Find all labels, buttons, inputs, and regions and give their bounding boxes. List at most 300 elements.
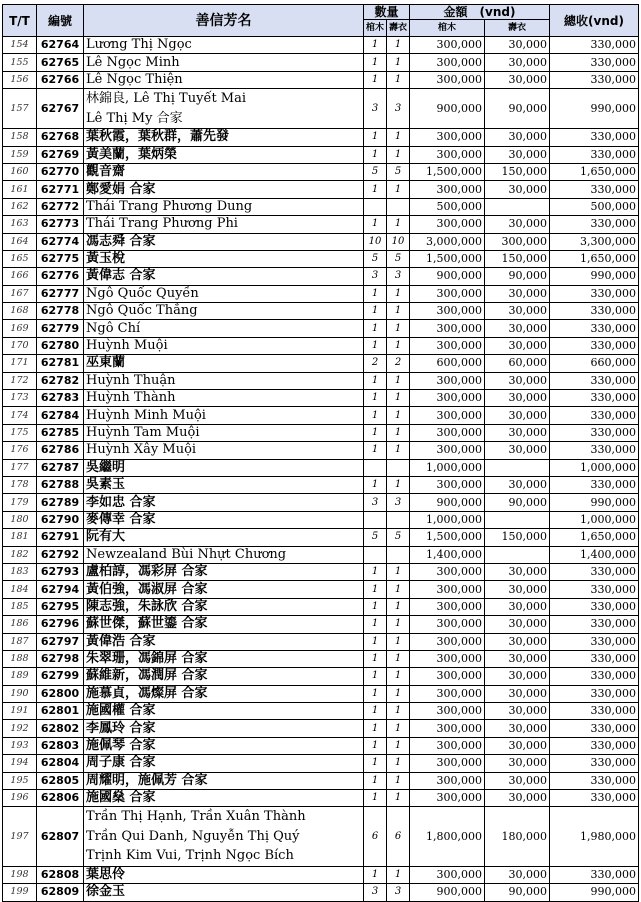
- table-row: [3, 233, 639, 250]
- row-total: 1,000,000: [550, 459, 639, 476]
- row-number: 198: [3, 866, 37, 883]
- qty-coffin: 1: [364, 285, 387, 302]
- donor-name-line: Huỳnh Thành: [86, 390, 176, 406]
- row-total: 990,000: [550, 89, 639, 129]
- donor-name-line: Trịnh Kim Vui, Trịnh Ngọc Bích: [86, 848, 294, 864]
- table-row: [3, 442, 639, 459]
- amount-shroud: 30,000: [485, 303, 550, 320]
- table-row: [3, 372, 639, 389]
- amount-shroud: 30,000: [485, 146, 550, 163]
- amount-shroud: 30,000: [485, 181, 550, 198]
- row-total: 330,000: [550, 337, 639, 354]
- qty-shroud: 6: [387, 807, 410, 867]
- donor-name: [84, 772, 364, 789]
- row-number: 173: [3, 390, 37, 407]
- donation-table: [2, 4, 639, 902]
- donor-code: 62801: [37, 703, 84, 720]
- row-total: 1,650,000: [550, 163, 639, 180]
- donor-name: [84, 390, 364, 407]
- amount-coffin: 300,000: [410, 146, 485, 163]
- donor-name: [84, 285, 364, 302]
- qty-shroud: 1: [387, 685, 410, 702]
- amount-shroud: 60,000: [485, 355, 550, 372]
- amount-coffin: 300,000: [410, 633, 485, 650]
- qty-coffin: [364, 546, 387, 563]
- row-total: 330,000: [550, 685, 639, 702]
- donor-code: 62771: [37, 181, 84, 198]
- qty-coffin: 3: [364, 494, 387, 511]
- amount-coffin: 1,500,000: [410, 250, 485, 267]
- amount-coffin: 300,000: [410, 790, 485, 807]
- qty-coffin: 1: [364, 71, 387, 88]
- row-number: 181: [3, 529, 37, 546]
- header-tt: T/T: [3, 5, 37, 37]
- row-total: 330,000: [550, 563, 639, 580]
- row-number: 194: [3, 755, 37, 772]
- row-number: 163: [3, 216, 37, 233]
- donor-code: 62806: [37, 790, 84, 807]
- donor-name-line: Lê Ngọc Minh: [86, 54, 180, 70]
- donor-name-line: 黃偉浩 合家: [86, 633, 156, 649]
- amount-shroud: 30,000: [485, 790, 550, 807]
- row-number: 172: [3, 372, 37, 389]
- donor-code: 62770: [37, 163, 84, 180]
- qty-coffin: 6: [364, 807, 387, 867]
- donor-name: [84, 650, 364, 667]
- amount-coffin: 300,000: [410, 598, 485, 615]
- qty-shroud: 1: [387, 181, 410, 198]
- qty-shroud: 1: [387, 476, 410, 493]
- row-number: 190: [3, 685, 37, 702]
- donor-name: [84, 703, 364, 720]
- donor-name: [84, 866, 364, 883]
- row-number: 186: [3, 616, 37, 633]
- qty-shroud: [387, 198, 410, 215]
- qty-shroud: 1: [387, 755, 410, 772]
- donor-code: 62805: [37, 772, 84, 789]
- qty-shroud: 1: [387, 129, 410, 146]
- row-number: 154: [3, 37, 37, 54]
- amount-coffin: 1,500,000: [410, 163, 485, 180]
- row-total: 1,400,000: [550, 546, 639, 563]
- table-row: [3, 772, 639, 789]
- qty-coffin: 5: [364, 250, 387, 267]
- table-row: [3, 511, 639, 528]
- amount-coffin: 300,000: [410, 476, 485, 493]
- row-number: 162: [3, 198, 37, 215]
- amount-coffin: 500,000: [410, 198, 485, 215]
- qty-coffin: 1: [364, 54, 387, 71]
- donor-name-line: Huỳnh Muội: [86, 338, 168, 354]
- row-total: 330,000: [550, 285, 639, 302]
- donor-name-line: 吳繼明: [86, 459, 126, 475]
- donor-name-line: Newzealand Bùi Nhựt Chương: [86, 546, 287, 562]
- donor-code: 62787: [37, 459, 84, 476]
- amount-shroud: 30,000: [485, 563, 550, 580]
- amount-shroud: 30,000: [485, 668, 550, 685]
- amount-coffin: 300,000: [410, 685, 485, 702]
- donor-code: 62794: [37, 581, 84, 598]
- row-total: 1,980,000: [550, 807, 639, 867]
- donor-name: [84, 233, 364, 250]
- row-number: 177: [3, 459, 37, 476]
- table-row: [3, 546, 639, 563]
- row-total: 3,300,000: [550, 233, 639, 250]
- donor-name: [84, 529, 364, 546]
- donor-code: 62793: [37, 563, 84, 580]
- row-total: 330,000: [550, 372, 639, 389]
- table-row: [3, 181, 639, 198]
- qty-shroud: 1: [387, 37, 410, 54]
- qty-coffin: 1: [364, 703, 387, 720]
- donor-code: 62788: [37, 476, 84, 493]
- donor-code: 62783: [37, 390, 84, 407]
- donor-code: 62768: [37, 129, 84, 146]
- row-number: 167: [3, 285, 37, 302]
- qty-shroud: 1: [387, 616, 410, 633]
- qty-coffin: 1: [364, 737, 387, 754]
- row-total: 330,000: [550, 720, 639, 737]
- row-number: 161: [3, 181, 37, 198]
- amount-shroud: 30,000: [485, 737, 550, 754]
- amount-shroud: 30,000: [485, 866, 550, 883]
- qty-coffin: 3: [364, 89, 387, 129]
- qty-shroud: 5: [387, 250, 410, 267]
- donor-name-line: 盧柏諄，馮彩屏 合家: [86, 564, 208, 580]
- qty-coffin: 1: [364, 668, 387, 685]
- row-number: 156: [3, 71, 37, 88]
- table-row: [3, 268, 639, 285]
- amount-shroud: 30,000: [485, 216, 550, 233]
- qty-shroud: 1: [387, 772, 410, 789]
- row-number: 195: [3, 772, 37, 789]
- qty-shroud: 5: [387, 529, 410, 546]
- donor-name-line: 施國燊 合家: [86, 790, 156, 806]
- table-row: [3, 529, 639, 546]
- donor-name-line: 鄭愛娟 合家: [86, 181, 156, 197]
- amount-shroud: [485, 511, 550, 528]
- donor-code: 62780: [37, 337, 84, 354]
- donor-name-line: 觀音齋: [86, 164, 126, 180]
- qty-shroud: 1: [387, 598, 410, 615]
- qty-shroud: [387, 511, 410, 528]
- amount-shroud: 30,000: [485, 755, 550, 772]
- table-row: [3, 668, 639, 685]
- qty-coffin: 1: [364, 146, 387, 163]
- donor-code: 62779: [37, 320, 84, 337]
- donor-name: [84, 563, 364, 580]
- qty-shroud: 1: [387, 581, 410, 598]
- donor-name-line: 馮志舜 合家: [86, 233, 156, 249]
- row-total: 500,000: [550, 198, 639, 215]
- table-row: [3, 285, 639, 302]
- amount-coffin: 300,000: [410, 54, 485, 71]
- amount-coffin: 300,000: [410, 285, 485, 302]
- table-row: [3, 303, 639, 320]
- row-number: 168: [3, 303, 37, 320]
- subheader-amount-coffin: 棺木: [410, 20, 485, 37]
- qty-coffin: 1: [364, 866, 387, 883]
- row-number: 165: [3, 250, 37, 267]
- donor-name: [84, 807, 364, 867]
- qty-coffin: 1: [364, 303, 387, 320]
- qty-coffin: 1: [364, 320, 387, 337]
- qty-shroud: 1: [387, 633, 410, 650]
- donor-name: [84, 755, 364, 772]
- amount-shroud: 90,000: [485, 268, 550, 285]
- donor-code: 62777: [37, 285, 84, 302]
- donor-name: [84, 424, 364, 441]
- row-number: 184: [3, 581, 37, 598]
- qty-shroud: 1: [387, 71, 410, 88]
- donor-code: 62807: [37, 807, 84, 867]
- donor-name: [84, 268, 364, 285]
- amount-coffin: 300,000: [410, 563, 485, 580]
- amount-coffin: 3,000,000: [410, 233, 485, 250]
- amount-shroud: [485, 459, 550, 476]
- amount-shroud: 90,000: [485, 89, 550, 129]
- qty-coffin: 1: [364, 598, 387, 615]
- table-row: [3, 633, 639, 650]
- donor-code: 62796: [37, 616, 84, 633]
- donor-name: [84, 129, 364, 146]
- table-row: [3, 390, 639, 407]
- donor-name: [84, 459, 364, 476]
- row-total: 330,000: [550, 37, 639, 54]
- qty-coffin: 1: [364, 755, 387, 772]
- qty-coffin: 3: [364, 884, 387, 901]
- donor-name-line: 施慕貞，馮燦屏 合家: [86, 685, 208, 701]
- donor-name-line: Huỳnh Tam Muội: [86, 425, 200, 440]
- row-number: 188: [3, 650, 37, 667]
- qty-shroud: 2: [387, 355, 410, 372]
- row-number: 170: [3, 337, 37, 354]
- donor-name-line: 黃美蘭，葉炳榮: [86, 146, 178, 162]
- amount-coffin: 300,000: [410, 703, 485, 720]
- amount-coffin: 300,000: [410, 216, 485, 233]
- row-total: 330,000: [550, 866, 639, 883]
- qty-coffin: 3: [364, 268, 387, 285]
- donor-name: [84, 89, 364, 129]
- donor-name: [84, 616, 364, 633]
- qty-shroud: 1: [387, 424, 410, 441]
- qty-shroud: 1: [387, 442, 410, 459]
- table-row: [3, 650, 639, 667]
- donor-name-line: 朱翠珊，馮錦屏 合家: [86, 651, 208, 667]
- amount-shroud: 150,000: [485, 163, 550, 180]
- row-total: 330,000: [550, 650, 639, 667]
- donor-name-line: Trần Thị Hạnh, Trần Xuân Thành: [86, 809, 306, 825]
- header-quantity: 數量: [364, 5, 410, 20]
- amount-shroud: 30,000: [485, 37, 550, 54]
- row-number: 174: [3, 407, 37, 424]
- row-number: 155: [3, 54, 37, 71]
- donor-name-line: 林錦良, Lê Thị Tuyết Mai: [86, 91, 247, 107]
- qty-shroud: [387, 459, 410, 476]
- amount-coffin: 900,000: [410, 494, 485, 511]
- row-total: 660,000: [550, 355, 639, 372]
- donor-code: 62784: [37, 407, 84, 424]
- row-total: 330,000: [550, 129, 639, 146]
- qty-coffin: 1: [364, 633, 387, 650]
- table-row: [3, 884, 639, 901]
- donor-name-line: 蘇維新，馮潤屏 合家: [86, 668, 208, 684]
- qty-coffin: 1: [364, 650, 387, 667]
- row-total: 330,000: [550, 772, 639, 789]
- row-number: 166: [3, 268, 37, 285]
- amount-shroud: 30,000: [485, 320, 550, 337]
- header-total: 總收(vnd): [550, 5, 639, 37]
- donor-name-line: Huỳnh Minh Muội: [86, 407, 206, 423]
- donor-name-line: Ngô Chí: [86, 320, 141, 336]
- row-number: 164: [3, 233, 37, 250]
- table-row: [3, 703, 639, 720]
- donor-name-line: 葉秋霞，葉秋群，蕭先發: [86, 129, 230, 145]
- donor-name: [84, 494, 364, 511]
- donor-name-line: 黃偉志 合家: [86, 268, 156, 284]
- table-row: [3, 198, 639, 215]
- donor-name-line: 周耀明，施佩芳 合家: [86, 772, 208, 788]
- donor-name: [84, 320, 364, 337]
- amount-shroud: 30,000: [485, 616, 550, 633]
- row-total: 330,000: [550, 303, 639, 320]
- amount-coffin: 300,000: [410, 866, 485, 883]
- row-total: 330,000: [550, 616, 639, 633]
- row-total: 330,000: [550, 755, 639, 772]
- amount-coffin: 300,000: [410, 407, 485, 424]
- donor-code: 62765: [37, 54, 84, 71]
- donor-code: 62797: [37, 633, 84, 650]
- donor-name-line: Huỳnh Xây Muội: [86, 442, 197, 458]
- row-number: 193: [3, 737, 37, 754]
- row-number: 158: [3, 129, 37, 146]
- qty-coffin: 1: [364, 372, 387, 389]
- row-total: 330,000: [550, 668, 639, 685]
- donor-code: 62772: [37, 198, 84, 215]
- table-row: [3, 320, 639, 337]
- donor-name: [84, 407, 364, 424]
- row-number: 157: [3, 89, 37, 129]
- table-row: [3, 250, 639, 267]
- row-number: 187: [3, 633, 37, 650]
- row-number: 185: [3, 598, 37, 615]
- donor-name: [84, 668, 364, 685]
- donor-name-line: Lương Thị Ngọc: [86, 37, 192, 53]
- qty-coffin: 10: [364, 233, 387, 250]
- row-number: 160: [3, 163, 37, 180]
- row-number: 197: [3, 807, 37, 867]
- donor-name-line: 周子康 合家: [86, 755, 156, 771]
- qty-shroud: 1: [387, 866, 410, 883]
- donor-name: [84, 633, 364, 650]
- donor-name-line: Lê Ngọc Thiện: [86, 71, 183, 87]
- qty-shroud: 3: [387, 89, 410, 129]
- row-number: 179: [3, 494, 37, 511]
- qty-shroud: 1: [387, 790, 410, 807]
- qty-coffin: 1: [364, 181, 387, 198]
- donor-code: 62799: [37, 668, 84, 685]
- amount-shroud: 30,000: [485, 685, 550, 702]
- row-total: 330,000: [550, 407, 639, 424]
- donor-name: [84, 181, 364, 198]
- table-row: [3, 407, 639, 424]
- donor-code: 62804: [37, 755, 84, 772]
- qty-shroud: 1: [387, 563, 410, 580]
- donor-name-line: 施國權 合家: [86, 703, 156, 719]
- donor-code: 62764: [37, 37, 84, 54]
- amount-shroud: 30,000: [485, 337, 550, 354]
- table-row: [3, 866, 639, 883]
- donor-code: 62769: [37, 146, 84, 163]
- amount-coffin: 300,000: [410, 650, 485, 667]
- amount-shroud: 30,000: [485, 442, 550, 459]
- donor-name-line: 麥傳幸 合家: [86, 511, 156, 527]
- donor-code: 62798: [37, 650, 84, 667]
- amount-coffin: 300,000: [410, 337, 485, 354]
- table-row: [3, 216, 639, 233]
- qty-shroud: 3: [387, 884, 410, 901]
- qty-coffin: 1: [364, 720, 387, 737]
- qty-coffin: 1: [364, 581, 387, 598]
- table-row: [3, 807, 639, 867]
- donor-name-line: Thái Trang Phương Phi: [86, 216, 238, 232]
- qty-coffin: [364, 511, 387, 528]
- qty-shroud: 1: [387, 372, 410, 389]
- row-total: 1,000,000: [550, 511, 639, 528]
- qty-shroud: 1: [387, 285, 410, 302]
- table-row: [3, 129, 639, 146]
- amount-coffin: 600,000: [410, 355, 485, 372]
- donor-name-line: 黃伯強，馮淑屏 合家: [86, 581, 208, 597]
- donor-name-line: 施佩琴 合家: [86, 738, 156, 754]
- amount-coffin: 300,000: [410, 581, 485, 598]
- donor-code: 62774: [37, 233, 84, 250]
- amount-shroud: 150,000: [485, 529, 550, 546]
- amount-coffin: 900,000: [410, 89, 485, 129]
- amount-coffin: 300,000: [410, 668, 485, 685]
- donor-name: [84, 581, 364, 598]
- row-number: 191: [3, 703, 37, 720]
- row-number: 178: [3, 476, 37, 493]
- amount-coffin: 300,000: [410, 737, 485, 754]
- qty-coffin: [364, 459, 387, 476]
- donor-name: [84, 790, 364, 807]
- donor-code: 62791: [37, 529, 84, 546]
- donor-code: 62773: [37, 216, 84, 233]
- qty-shroud: 1: [387, 650, 410, 667]
- amount-shroud: [485, 198, 550, 215]
- qty-shroud: 1: [387, 216, 410, 233]
- table-row: [3, 755, 639, 772]
- donor-code: 62790: [37, 511, 84, 528]
- row-number: 176: [3, 442, 37, 459]
- row-total: 330,000: [550, 790, 639, 807]
- row-number: 180: [3, 511, 37, 528]
- donation-ledger: [2, 4, 639, 902]
- row-total: 330,000: [550, 320, 639, 337]
- donor-name: [84, 884, 364, 901]
- table-row: [3, 476, 639, 493]
- donor-name-line: Ngô Quốc Quyền: [86, 285, 199, 301]
- row-total: 990,000: [550, 884, 639, 901]
- amount-coffin: 300,000: [410, 424, 485, 441]
- qty-shroud: 1: [387, 146, 410, 163]
- amount-shroud: 150,000: [485, 250, 550, 267]
- qty-coffin: 1: [364, 685, 387, 702]
- donor-name-line: Thái Trang Phương Dung: [86, 198, 253, 214]
- qty-shroud: 1: [387, 337, 410, 354]
- donor-name: [84, 216, 364, 233]
